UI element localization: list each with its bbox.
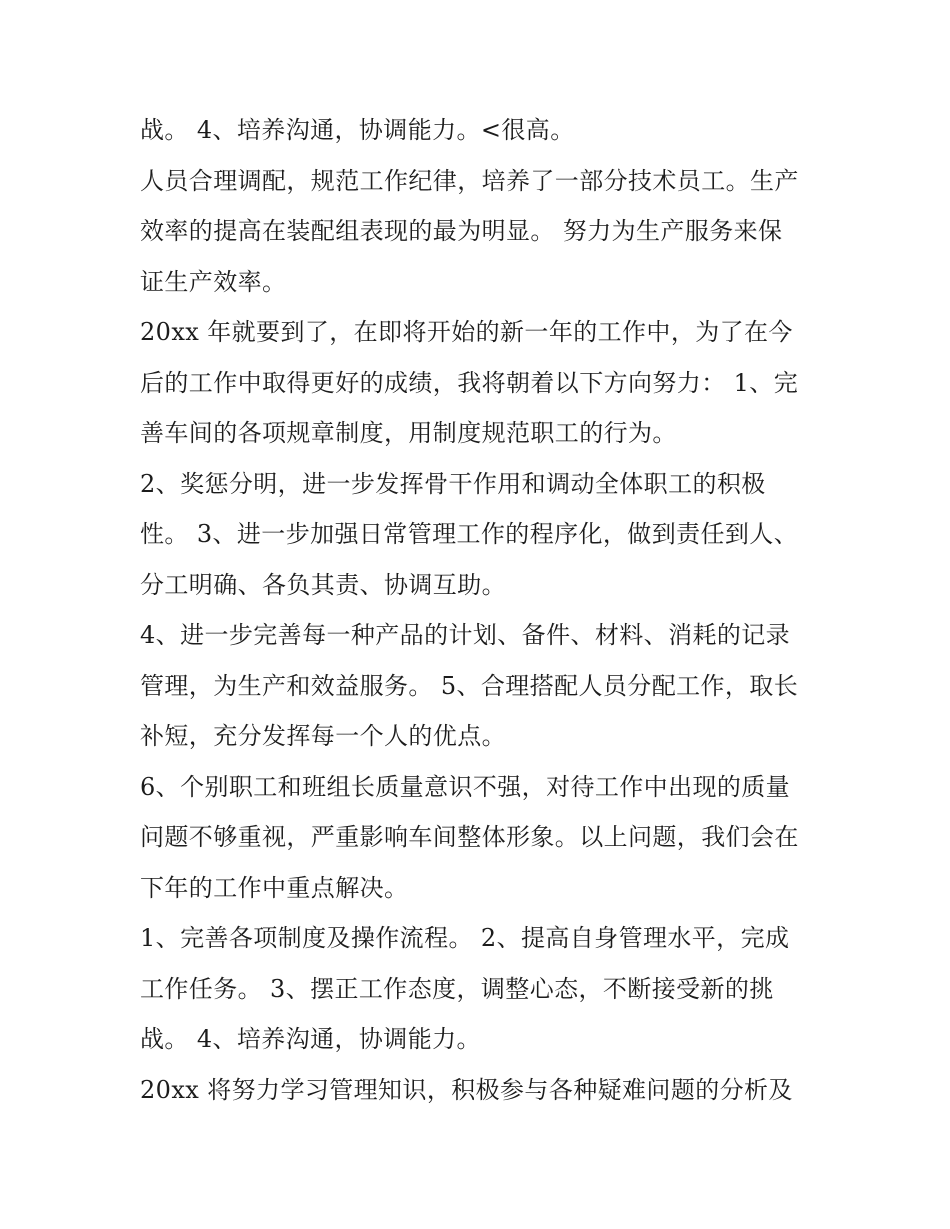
text-line: 分工明确、各负其责、协调互助。 <box>140 571 506 599</box>
text-line: 战。 4、培养沟通，协调能力。 <box>140 1025 481 1053</box>
text-line: 性。 3、进一步加强日常管理工作的程序化，做到责任到人、 <box>140 520 799 548</box>
text-line: 6、个别职工和班组长质量意识不强，对待工作中出现的质量 <box>140 773 791 801</box>
text-line: 20xx 年就要到了，在即将开始的新一年的工作中，为了在今 <box>140 318 793 346</box>
text-line: 20xx 将努力学习管理知识，积极参与各种疑难问题的分析及 <box>140 1076 793 1104</box>
text-line: 补短，充分发挥每一个人的优点。 <box>140 722 506 750</box>
text-line: 效率的提高在装配组表现的最为明显。 努力为生产服务来保 <box>140 217 783 245</box>
text-line: 证生产效率。 <box>140 268 287 296</box>
text-line: 工作任务。 3、摆正工作态度，调整心态，不断接受新的挑 <box>140 975 774 1003</box>
text-line: 管理，为生产和效益服务。 5、合理搭配人员分配工作，取长 <box>140 672 799 700</box>
text-line: 善车间的各项规章制度，用制度规范职工的行为。 <box>140 419 677 447</box>
text-line: 人员合理调配，规范工作纪律，培养了一部分技术员工。生产 <box>140 167 799 195</box>
text-line: 战。 4、培养沟通，协调能力。<很高。 <box>140 116 575 144</box>
text-line: 下年的工作中重点解决。 <box>140 874 409 902</box>
text-line: 问题不够重视，严重影响车间整体形象。以上问题，我们会在 <box>140 823 799 851</box>
text-line: 4、进一步完善每一种产品的计划、备件、材料、消耗的记录 <box>140 621 791 649</box>
text-line: 2、奖惩分明，进一步发挥骨干作用和调动全体职工的积极 <box>140 470 766 498</box>
text-line: 1、完善各项制度及操作流程。 2、提高自身管理水平，完成 <box>140 924 790 952</box>
text-line: 后的工作中取得更好的成绩，我将朝着以下方向努力： 1、完 <box>140 369 799 397</box>
